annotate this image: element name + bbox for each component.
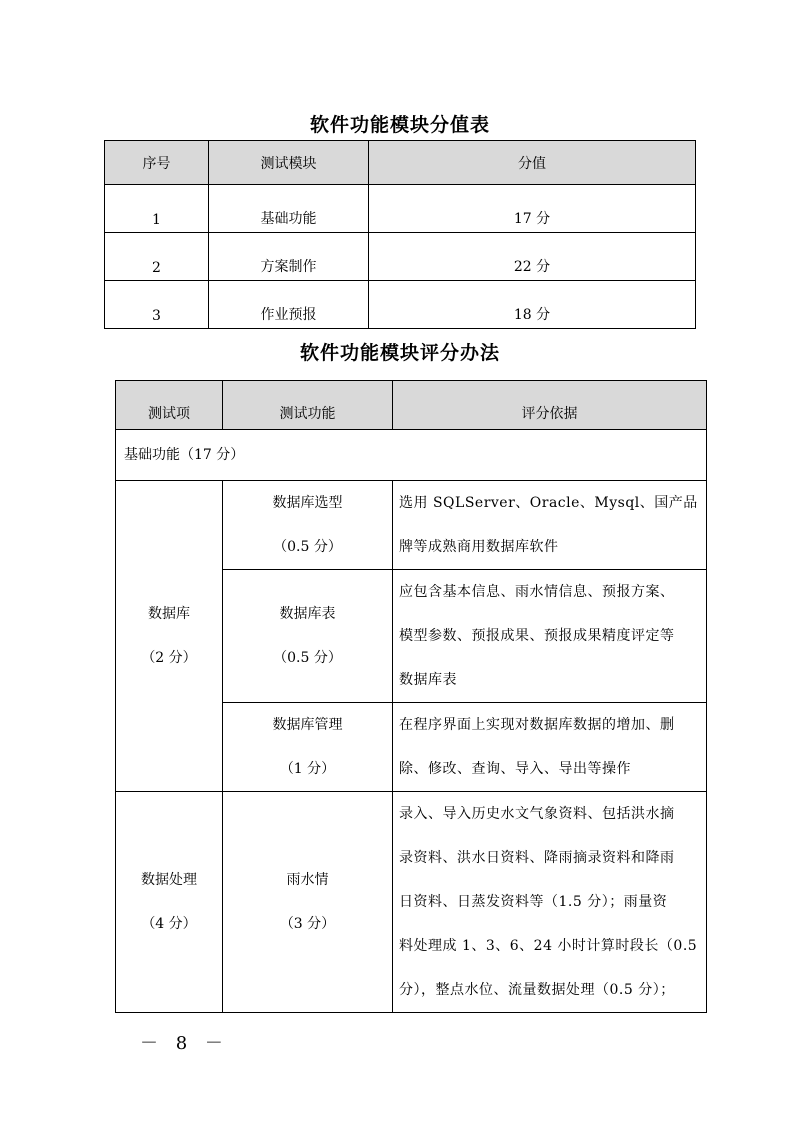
basis-cell [393, 792, 707, 1013]
table-header-row [105, 141, 696, 185]
function-name: 数据库选型 [272, 495, 343, 511]
function-cell [223, 481, 393, 570]
basis-line: 录资料、洪水日资料、降雨摘录资料和降雨 [399, 850, 675, 866]
row-score: 18 分 [369, 281, 696, 329]
item-score: （4 分） [141, 916, 197, 932]
row-no: 2 [105, 233, 209, 281]
item-cell [116, 792, 223, 1013]
table-header-row [116, 381, 707, 430]
row-module: 作业预报 [209, 281, 369, 329]
function-score: （3 分） [279, 916, 336, 932]
basis-line: 模型参数、预报成果、预报成果精度评定等 [399, 628, 675, 644]
col-header-function: 测试功能 [223, 381, 393, 430]
basis-line: 数据库表 [399, 672, 457, 688]
table1-title: 软件功能模块分值表 [309, 114, 490, 136]
row-no: 3 [105, 281, 209, 329]
col-header-no: 序号 [105, 141, 209, 185]
function-cell [223, 703, 393, 792]
table-row [105, 233, 696, 281]
row-score: 22 分 [369, 233, 696, 281]
table-row [116, 481, 707, 570]
basis-line: 分），整点水位、流量数据处理（0.5 分）； [399, 982, 675, 998]
basis-cell [393, 570, 707, 703]
function-name: 数据库管理 [272, 717, 343, 733]
basis-line: 日资料、日蒸发资料等（1.5 分）；雨量资 [399, 894, 668, 910]
row-module: 基础功能 [209, 185, 369, 233]
row-no: 1 [105, 185, 209, 233]
basis-line: 除、修改、查询、导入、导出等操作 [399, 761, 631, 777]
item-cell [116, 481, 223, 792]
row-score: 17 分 [369, 185, 696, 233]
basis-line: 选用 SQLServer、Oracle、Mysql、国产品 [399, 495, 698, 511]
item-name: 数据处理 [141, 872, 197, 888]
basis-line: 料处理成 1、3、6、24 小时计算时段长（0.5 [399, 938, 698, 954]
basis-line: 牌等成熟商用数据库软件 [399, 539, 559, 555]
basis-line: 录入、导入历史水文气象资料、包括洪水摘 [399, 806, 675, 822]
col-header-score: 分值 [369, 141, 696, 185]
basis-line: 应包含基本信息、雨水情信息、预报方案、 [399, 584, 675, 600]
page-number: － 8 － [140, 1033, 229, 1054]
function-score: （0.5 分） [273, 539, 342, 555]
scoring-method-table [115, 380, 707, 1013]
col-header-item: 测试项 [116, 381, 223, 430]
table-row [105, 281, 696, 329]
row-module: 方案制作 [209, 233, 369, 281]
section-row [116, 430, 707, 481]
function-cell [223, 570, 393, 703]
basis-cell [393, 481, 707, 570]
basis-cell [393, 703, 707, 792]
item-name: 数据库 [148, 606, 190, 622]
col-header-basis: 评分依据 [393, 381, 707, 430]
section-label: 基础功能（17 分） [116, 430, 707, 481]
function-name: 数据库表 [279, 606, 336, 622]
table-row [105, 185, 696, 233]
score-table [104, 140, 696, 329]
table2-title: 软件功能模块评分办法 [299, 342, 500, 364]
function-name: 雨水情 [286, 872, 329, 888]
function-score: （0.5 分） [273, 650, 342, 666]
col-header-module: 测试模块 [209, 141, 369, 185]
function-cell [223, 792, 393, 1013]
table-row [116, 792, 707, 1013]
function-score: （1 分） [279, 761, 336, 777]
item-score: （2 分） [141, 650, 197, 666]
basis-line: 在程序界面上实现对数据库数据的增加、删 [399, 717, 675, 733]
